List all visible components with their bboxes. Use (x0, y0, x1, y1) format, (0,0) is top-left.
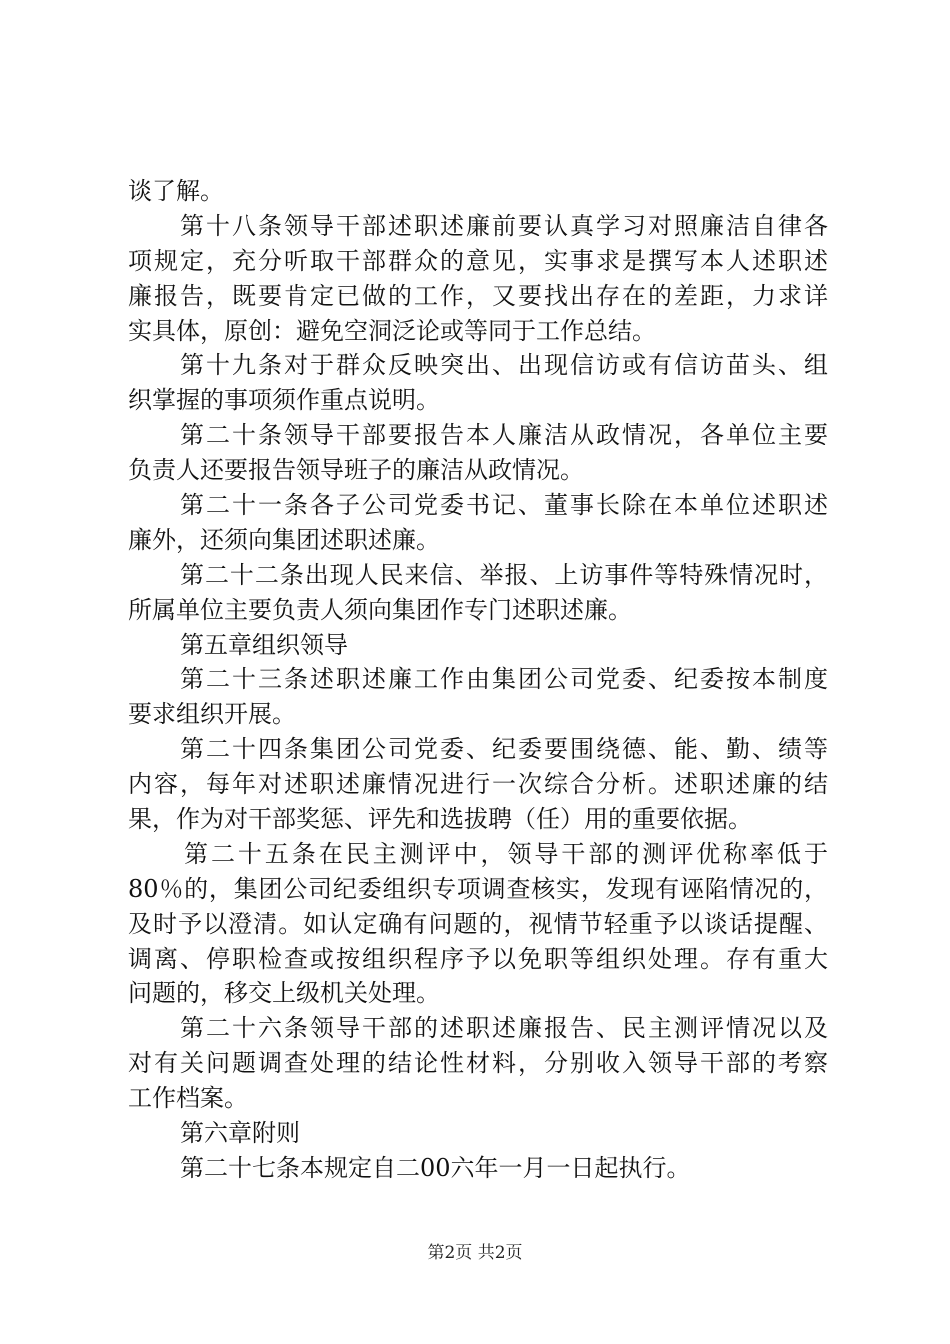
text-line: 第二十四条集团公司党委、纪委要围绕德、能、勤、绩等 (180, 735, 828, 764)
text-line: 廉外，还须向集团述职述廉。 (128, 525, 440, 554)
text-line: 内容，每年对述职述廉情况进行一次综合分析。述职述廉的结 (128, 770, 828, 799)
text-line: 要求组织开展。 (128, 700, 296, 729)
page-footer: 第2页 共2页 (427, 1243, 523, 1263)
text-line: 所属单位主要负责人须向集团作专门述职述廉。 (128, 595, 632, 624)
text-line: 负责人还要报告领导班子的廉洁从政情况。 (128, 456, 584, 485)
text-line: 第二十七条本规定自二00六年一月一日起执行。 (180, 1153, 691, 1182)
text-line: 廉报告，既要肯定已做的工作，又要找出存在的差距，力求详 (128, 281, 828, 310)
text-line: 第二十三条述职述廉工作由集团公司党委、纪委按本制度 (180, 665, 828, 694)
chapter-heading: 第六章附则 (180, 1119, 300, 1148)
text-line: 实具体，原创：避免空洞泛论或等同于工作总结。 (128, 316, 656, 345)
text-line: 调离、停职检查或按组织程序予以免职等组织处理。存有重大 (128, 944, 828, 973)
text-line: 第二十五条在民主测评中，领导干部的测评优称率低于 (184, 839, 828, 868)
text-line: 第二十条领导干部要报告本人廉洁从政情况，各单位主要 (180, 421, 828, 450)
text-line: 项规定，充分听取干部群众的意见，实事求是撰写本人述职述 (128, 246, 828, 275)
text-line: 第二十六条领导干部的述职述廉报告、民主测评情况以及 (180, 1014, 828, 1043)
text-line: 第二十一条各子公司党委书记、董事长除在本单位述职述 (180, 491, 828, 520)
text-line: 80％的，集团公司纪委组织专项调查核实，发现有诬陷情况的， (128, 874, 828, 903)
text-line: 第二十二条出现人民来信、举报、上访事件等特殊情况时， (180, 560, 828, 589)
text-line: 第十九条对于群众反映突出、出现信访或有信访苗头、组 (180, 351, 828, 380)
text-line: 工作档案。 (128, 1084, 248, 1113)
text-line: 谈了解。 (128, 177, 224, 205)
document-body (128, 174, 828, 1186)
text-line: 织掌握的事项须作重点说明。 (128, 386, 440, 415)
text-line: 果，作为对干部奖惩、评先和选拔聘（任）用的重要依据。 (128, 805, 752, 834)
text-line: 问题的，移交上级机关处理。 (128, 979, 440, 1008)
text-line: 对有关问题调查处理的结论性材料，分别收入领导干部的考察 (128, 1049, 828, 1078)
chapter-heading: 第五章组织领导 (180, 630, 348, 659)
text-line: 第十八条领导干部述职述廉前要认真学习对照廉洁自律各 (180, 211, 828, 240)
text-line: 及时予以澄清。如认定确有问题的，视情节轻重予以谈话提醒、 (128, 909, 828, 938)
